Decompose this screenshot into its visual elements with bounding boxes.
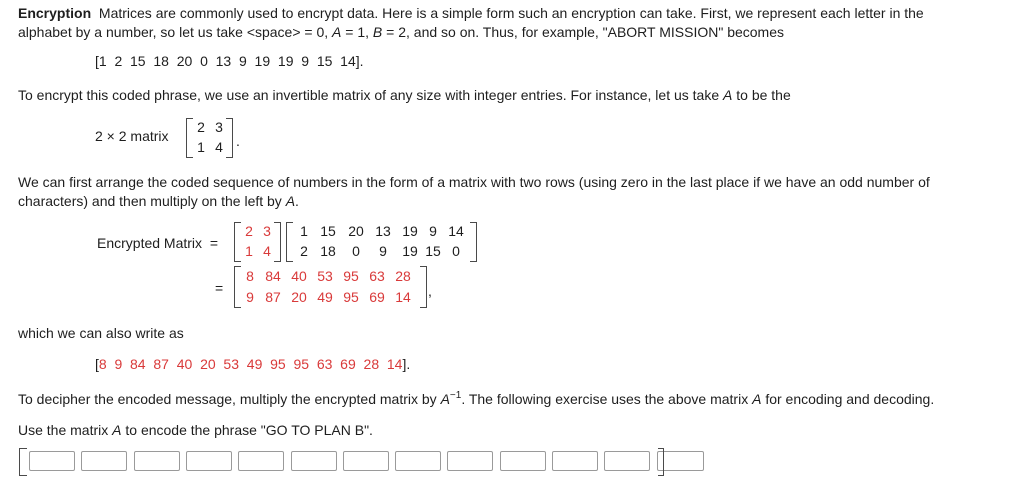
answer-input-11[interactable] xyxy=(552,451,598,471)
matrix-cell: 13 xyxy=(375,223,391,239)
matrix-cell: 0 xyxy=(352,243,360,259)
matrix-cell: 2 xyxy=(300,243,308,259)
encryption-matrix-a xyxy=(240,221,276,261)
matrix-a-label: 2 × 2 matrix xyxy=(95,128,169,144)
matrix-cell: 49 xyxy=(317,289,333,305)
matrix-cell: 3 xyxy=(263,223,271,239)
arrange-paragraph: We can first arrange the coded sequence of numbers in the form of a matrix with two rows (using zero in the last place if we have an odd number of characters) and then multiply on the left by A. xyxy=(18,174,930,209)
matrix-cell: 3 xyxy=(215,119,223,135)
intro-line-1: Matrices are commonly used to encrypt data. Here is a simple form such an encryption can take. First, we represent each letter in the xyxy=(98,5,924,21)
matrix-cell: 0 xyxy=(452,243,460,259)
matrix-cell: 84 xyxy=(265,268,281,284)
intro-line-2: alphabet by a number, so let us take <space> = 0, A = 1, B = 2, and so on. Thus, for example, "ABORT MISSION" becomes xyxy=(18,24,784,40)
matrix-cell: 14 xyxy=(395,289,411,305)
matrix-cell: 14 xyxy=(448,223,464,239)
task-text: Use the matrix A to encode the phrase "GO TO PLAN B". xyxy=(18,422,373,438)
answer-input-6[interactable] xyxy=(291,451,337,471)
matrix-cell: 19 xyxy=(402,223,418,239)
answer-input-5[interactable] xyxy=(238,451,284,471)
matrix-a-right-bracket xyxy=(226,118,233,158)
matrix-cell: 9 xyxy=(379,243,387,259)
encrypted-sequence: [8 9 84 87 40 20 53 49 95 95 63 69 28 14]. xyxy=(95,356,411,372)
encryption-heading: Encryption xyxy=(18,5,92,21)
matrix-cell: 20 xyxy=(291,289,307,305)
coded-matrix xyxy=(294,221,470,261)
also-write-text: which we can also write as xyxy=(18,325,184,341)
answer-left-bracket xyxy=(19,448,27,476)
answer-input-3[interactable] xyxy=(134,451,180,471)
matrix-cell: 40 xyxy=(291,268,307,284)
matrix-cell: 20 xyxy=(348,223,364,239)
matrix-cell: 69 xyxy=(369,289,385,305)
matrix-cell: 53 xyxy=(317,268,333,284)
encrypted-matrix-label: Encrypted Matrix = xyxy=(97,235,218,251)
equals-sign: = xyxy=(215,280,224,296)
answer-input-7[interactable] xyxy=(343,451,389,471)
matrix-cell: 4 xyxy=(263,243,271,259)
result-matrix-right-bracket xyxy=(420,266,427,308)
answer-input-2[interactable] xyxy=(81,451,127,471)
matrix-a xyxy=(192,117,228,157)
answer-input-12[interactable] xyxy=(604,451,650,471)
result-comma: , xyxy=(428,283,432,299)
answer-input-8[interactable] xyxy=(395,451,441,471)
matrix-cell: 28 xyxy=(395,268,411,284)
matrix-cell: 2 xyxy=(197,119,205,135)
matrix-cell: 95 xyxy=(343,268,359,284)
matrix-cell: 19 xyxy=(402,243,418,259)
eq-a-right-bracket xyxy=(274,222,281,262)
coded-matrix-right-bracket xyxy=(470,222,477,262)
coded-matrix-left-bracket xyxy=(286,222,293,262)
answer-input-4[interactable] xyxy=(186,451,232,471)
matrix-cell: 15 xyxy=(320,223,336,239)
intro-paragraph xyxy=(18,4,1008,42)
matrix-cell: 1 xyxy=(300,223,308,239)
decipher-paragraph: To decipher the encoded message, multiply the encrypted matrix by $A^{-1}$. The following exercise uses the above matrix A for encoding and decoding. xyxy=(18,390,935,407)
matrix-cell: 63 xyxy=(369,268,385,284)
matrix-cell: 1 xyxy=(245,243,253,259)
answer-input-10[interactable] xyxy=(500,451,546,471)
matrix-cell: 15 xyxy=(425,243,441,259)
answer-input-1[interactable] xyxy=(29,451,75,471)
result-matrix xyxy=(240,266,416,308)
matrix-cell: 87 xyxy=(265,289,281,305)
matrix-cell: 95 xyxy=(343,289,359,305)
matrix-cell: 9 xyxy=(429,223,437,239)
matrix-a-period: . xyxy=(236,133,240,149)
matrix-cell: 9 xyxy=(246,289,254,305)
encrypt-paragraph: To encrypt this coded phrase, we use an invertible matrix of any size with integer entries. For instance, let us take A to be the xyxy=(18,87,791,103)
matrix-cell: 1 xyxy=(197,139,205,155)
matrix-cell: 8 xyxy=(246,268,254,284)
answer-right-bracket xyxy=(658,448,664,476)
coded-sequence: [1 2 15 18 20 0 13 9 19 19 9 15 14]. xyxy=(95,53,364,69)
matrix-cell: 4 xyxy=(215,139,223,155)
matrix-cell: 2 xyxy=(245,223,253,239)
answer-input-9[interactable] xyxy=(447,451,493,471)
matrix-cell: 18 xyxy=(320,243,336,259)
